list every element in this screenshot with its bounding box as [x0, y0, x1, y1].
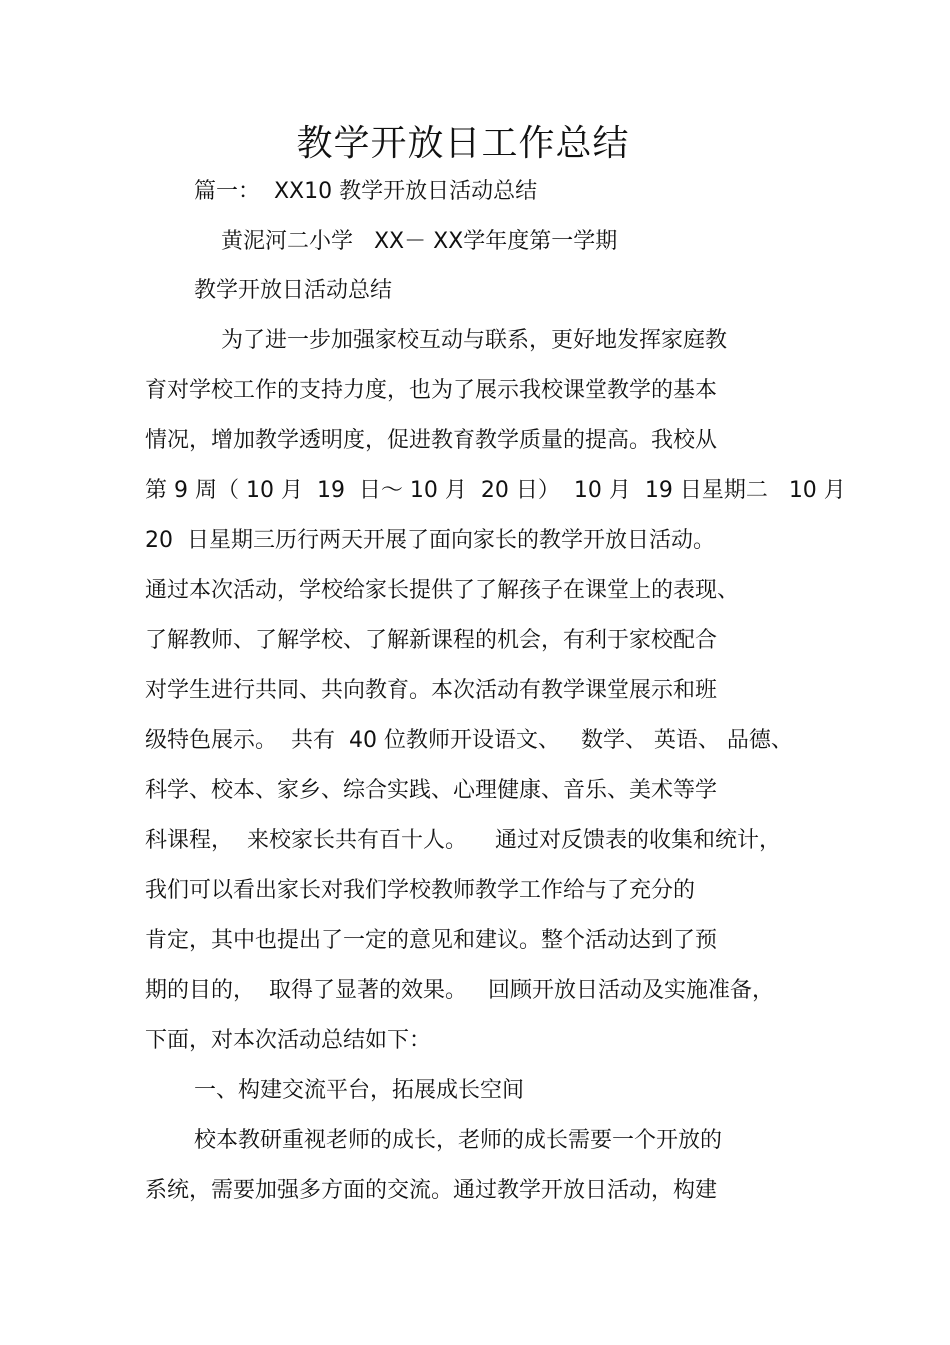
paragraph-line: 对学生进行共同、共向教育。本次活动有教学课堂展示和班	[145, 678, 718, 703]
subtitle-line: 教学开放日活动总结	[194, 278, 393, 303]
paragraph-line: 科学、校本、家乡、综合实践、心理健康、音乐、美术等学	[145, 778, 718, 803]
paragraph-line: 通过本次活动，学校给家长提供了了解孩子在课堂上的表现、	[145, 578, 740, 603]
paragraph-line: 期的目的， 取得了显著的效果。 回顾开放日活动及实施准备，	[145, 978, 774, 1003]
document-title: 教学开放日工作总结	[296, 123, 630, 164]
paragraph-line: 第 9 周（ 10 月 19 日～ 10 月 20 日） 10 月 19 日星期二 10 月	[145, 478, 846, 503]
paragraph-line: 为了进一步加强家校互动与联系，更好地发挥家庭教	[221, 328, 728, 353]
paragraph-line: 情况，增加教学透明度，促进教育教学质量的提高。我校从	[145, 428, 718, 453]
paragraph-line: 系统，需要加强多方面的交流。通过教学开放日活动，构建	[145, 1178, 718, 1203]
paragraph-line: 20 日星期三历行两天开展了面向家长的教学开放日活动。	[145, 528, 715, 553]
section-heading-line: 一、构建交流平台，拓展成长空间	[194, 1078, 525, 1103]
paragraph-line: 下面，对本次活动总结如下：	[145, 1028, 432, 1053]
paragraph-line: 校本教研重视老师的成长，老师的成长需要一个开放的	[194, 1128, 723, 1153]
paragraph-line: 科课程， 来校家长共有百十人。 通过对反馈表的收集和统计，	[145, 828, 781, 853]
paragraph-line: 级特色展示。 共有 40 位教师开设语文、 数学、 英语、 品德、	[145, 728, 793, 753]
paragraph-line: 肯定，其中也提出了一定的意见和建议。整个活动达到了预	[145, 928, 718, 953]
paragraph-line: 了解教师、了解学校、了解新课程的机会，有利于家校配合	[145, 628, 718, 653]
section-heading-line: 篇一： XX10 教学开放日活动总结	[194, 179, 538, 204]
paragraph-line: 育对学校工作的支持力度，也为了展示我校课堂教学的基本	[145, 378, 718, 403]
school-term-line: 黄泥河二小学 XX－ XX学年度第一学期	[221, 229, 618, 254]
paragraph-line: 我们可以看出家长对我们学校教师教学工作给与了充分的	[145, 878, 696, 903]
